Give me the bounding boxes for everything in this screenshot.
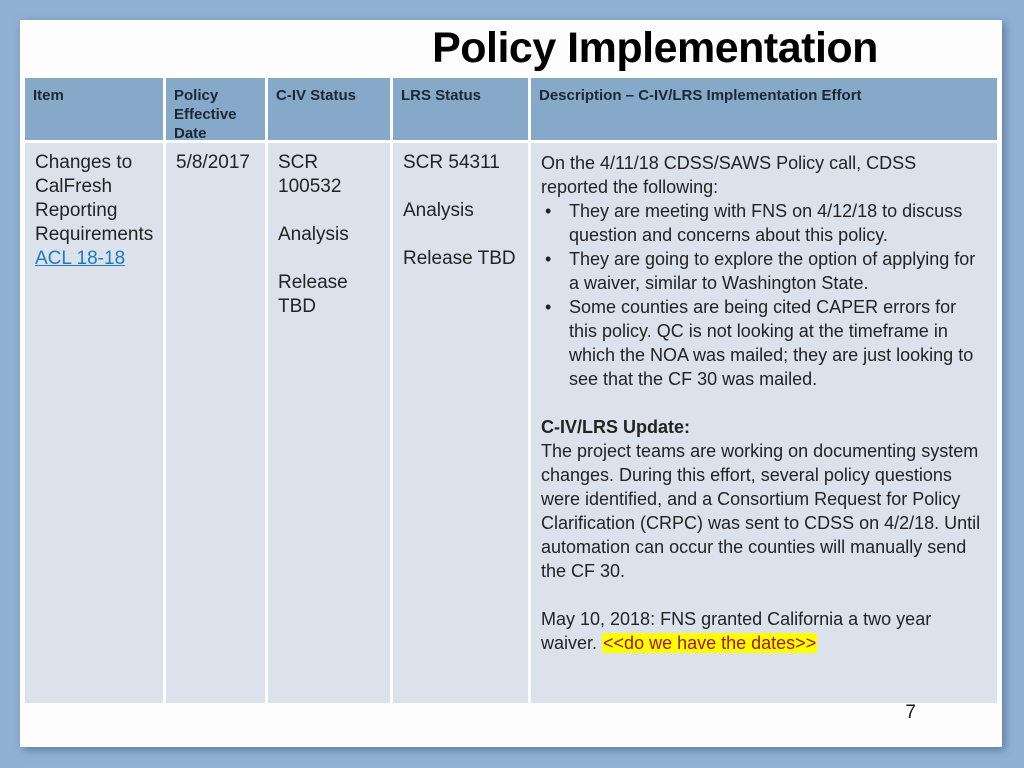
lrs-status-line: SCR 54311 [403, 152, 500, 173]
lrs-status-line: Release TBD [403, 248, 516, 269]
page-number: 7 [905, 702, 916, 723]
column-header-lrs-status: LRS Status [393, 78, 528, 140]
bullet-text: Some counties are being cited CAPER errors for this policy. QC is not looking at the timeframe in which the NOA was mailed; they are just looking to see that the CF 30 was mailed. [569, 297, 974, 389]
bullet-icon: • [545, 297, 552, 317]
bullet-text: They are meeting with FNS on 4/12/18 to discuss question and concerns about this policy. [569, 201, 963, 245]
highlight-note: <<do we have the dates>> [603, 633, 817, 653]
civ-status-line: Release TBD [278, 272, 348, 317]
column-header-civ-status: C-IV Status [268, 78, 390, 140]
civ-status-line: Analysis [278, 224, 349, 245]
civ-status-line: SCR 100532 [278, 152, 342, 197]
civ-status-cell [268, 143, 390, 703]
description-bullet-item [541, 247, 987, 295]
description-intro: On the 4/11/18 CDSS/SAWS Policy call, CDSS reported the following: [541, 153, 917, 197]
bullet-icon: • [545, 201, 552, 221]
civ-lrs-update-heading: C-IV/LRS Update: [541, 417, 691, 437]
slide-title: Policy Implementation [432, 24, 878, 72]
effective-date-cell [166, 143, 265, 703]
waiver-line [541, 607, 987, 655]
policy-table [25, 78, 997, 703]
civ-lrs-update-body: The project teams are working on documenting system changes. During this effort, several policy questions were identified, and a Consortium Request for Policy Clarification (CRPC) was sent to CDSS on 4/2/18. Until automation can occur the counties will manually send the CF 30. [541, 441, 981, 581]
description-cell [531, 143, 997, 703]
description-bullet-item [541, 295, 987, 391]
bullet-icon: • [545, 249, 552, 269]
bullet-text: They are going to explore the option of applying for a waiver, similar to Washington State. [569, 249, 976, 293]
blank-line [541, 583, 987, 607]
column-header-item: Item [25, 78, 163, 140]
lrs-status-line: Analysis [403, 200, 474, 221]
column-header-policy-effective-date: Policy Effective Date [166, 78, 265, 140]
lrs-status-cell [393, 143, 528, 703]
waiver-text: May 10, 2018: FNS granted California a two year waiver. [541, 609, 932, 653]
description-bullet-item [541, 199, 987, 247]
blank-line [541, 391, 987, 415]
item-cell [25, 143, 163, 703]
effective-date: 5/8/2017 [176, 152, 250, 173]
slide [20, 20, 1002, 747]
acl-18-18-link[interactable]: ACL 18-18 [35, 248, 126, 269]
column-header-description: Description – C-IV/LRS Implementation Effort [531, 78, 997, 140]
item-text: Changes to CalFresh Reporting Requirements [35, 152, 154, 245]
